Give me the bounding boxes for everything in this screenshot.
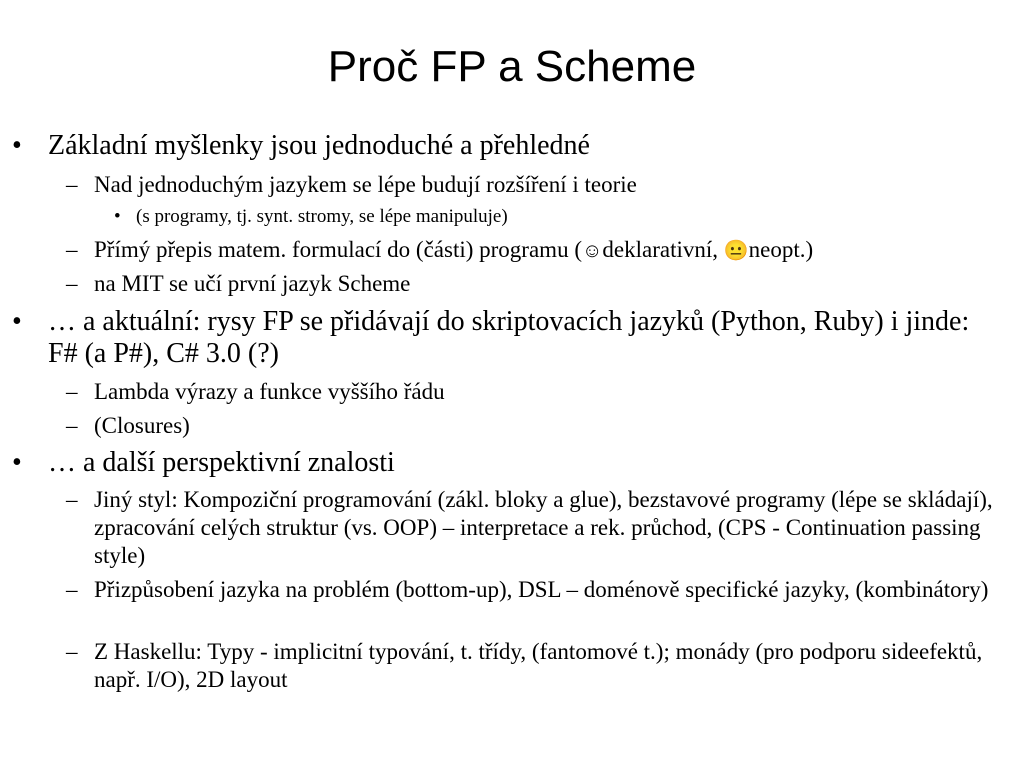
text-part: deklarativní,	[602, 237, 724, 262]
text-part: Přímý přepis matem. formulací do (části) programu (	[94, 237, 582, 262]
bullet-item	[12, 447, 1002, 479]
bullet-dash: –	[66, 577, 78, 602]
sub-bullet-text-mixed	[94, 236, 996, 265]
bullet-dash: –	[66, 413, 78, 438]
bullet-dot: •	[12, 306, 22, 337]
bullet-dot: •	[12, 130, 22, 161]
sub-bullet-text: Z Haskellu: Typy - implicitní typování, t. třídy, (fantomové t.); monády (pro podporu sideefektů, např. I/O), 2D layout	[94, 639, 983, 692]
bullet-dash: –	[66, 639, 78, 664]
sub-bullet-item	[66, 270, 996, 298]
text-part: neopt.)	[748, 237, 814, 262]
sub-bullet-item	[66, 171, 996, 199]
bullet-text: Základní myšlenky jsou jednoduché a přehledné	[48, 130, 590, 161]
bullet-dot-small: •	[114, 206, 121, 227]
sub-bullet-item	[66, 378, 996, 406]
sub-bullet-item	[66, 576, 996, 604]
neutral-face-icon: 😐	[723, 240, 749, 262]
slide-title: Proč FP a Scheme	[327, 42, 697, 91]
bullet-dash: –	[66, 487, 78, 512]
bullet-dash: –	[66, 237, 78, 262]
bullet-dash: –	[66, 172, 78, 197]
sub-bullet-item	[66, 486, 996, 570]
bullet-dot: •	[12, 447, 22, 478]
sub-sub-bullet-text: (s programy, tj. synt. stromy, se lépe manipuluje)	[136, 206, 508, 227]
sub-bullet-text: Přizpůsobení jazyka na problém (bottom-up), DSL – doménově specifické jazyky, (kombinátory)	[94, 577, 989, 602]
sub-bullet-text: na MIT se učí první jazyk Scheme	[94, 271, 411, 296]
bullet-dash: –	[66, 271, 78, 296]
bullet-item	[12, 130, 1002, 162]
sub-bullet-text: Nad jednoduchým jazykem se lépe budují rozšíření i teorie	[94, 172, 637, 197]
smiley-icon: ☺	[581, 240, 603, 262]
bullet-item	[12, 306, 1002, 370]
sub-bullet-item	[66, 412, 996, 440]
sub-bullet-text: Jiný styl: Kompoziční programování (zákl. bloky a glue), bezstavové programy (lépe se skládají), zpracování celých struktur (vs. OOP) – interpretace a rek. průchod, (CPS - Continuation passing style)	[94, 487, 993, 568]
sub-bullet-text: Lambda výrazy a funkce vyššího řádu	[94, 379, 445, 404]
sub-bullet-item	[66, 236, 996, 265]
sub-bullet-item	[66, 638, 996, 694]
sub-sub-bullet-item	[114, 205, 994, 228]
bullet-text: … a aktuální: rysy FP se přidávají do skriptovacích jazyků (Python, Ruby) i jinde: F# (a P#), C# 3.0 (?)	[48, 306, 970, 369]
sub-bullet-text: (Closures)	[94, 413, 190, 438]
bullet-text: … a další perspektivní znalosti	[48, 447, 395, 478]
bullet-dash: –	[66, 379, 78, 404]
